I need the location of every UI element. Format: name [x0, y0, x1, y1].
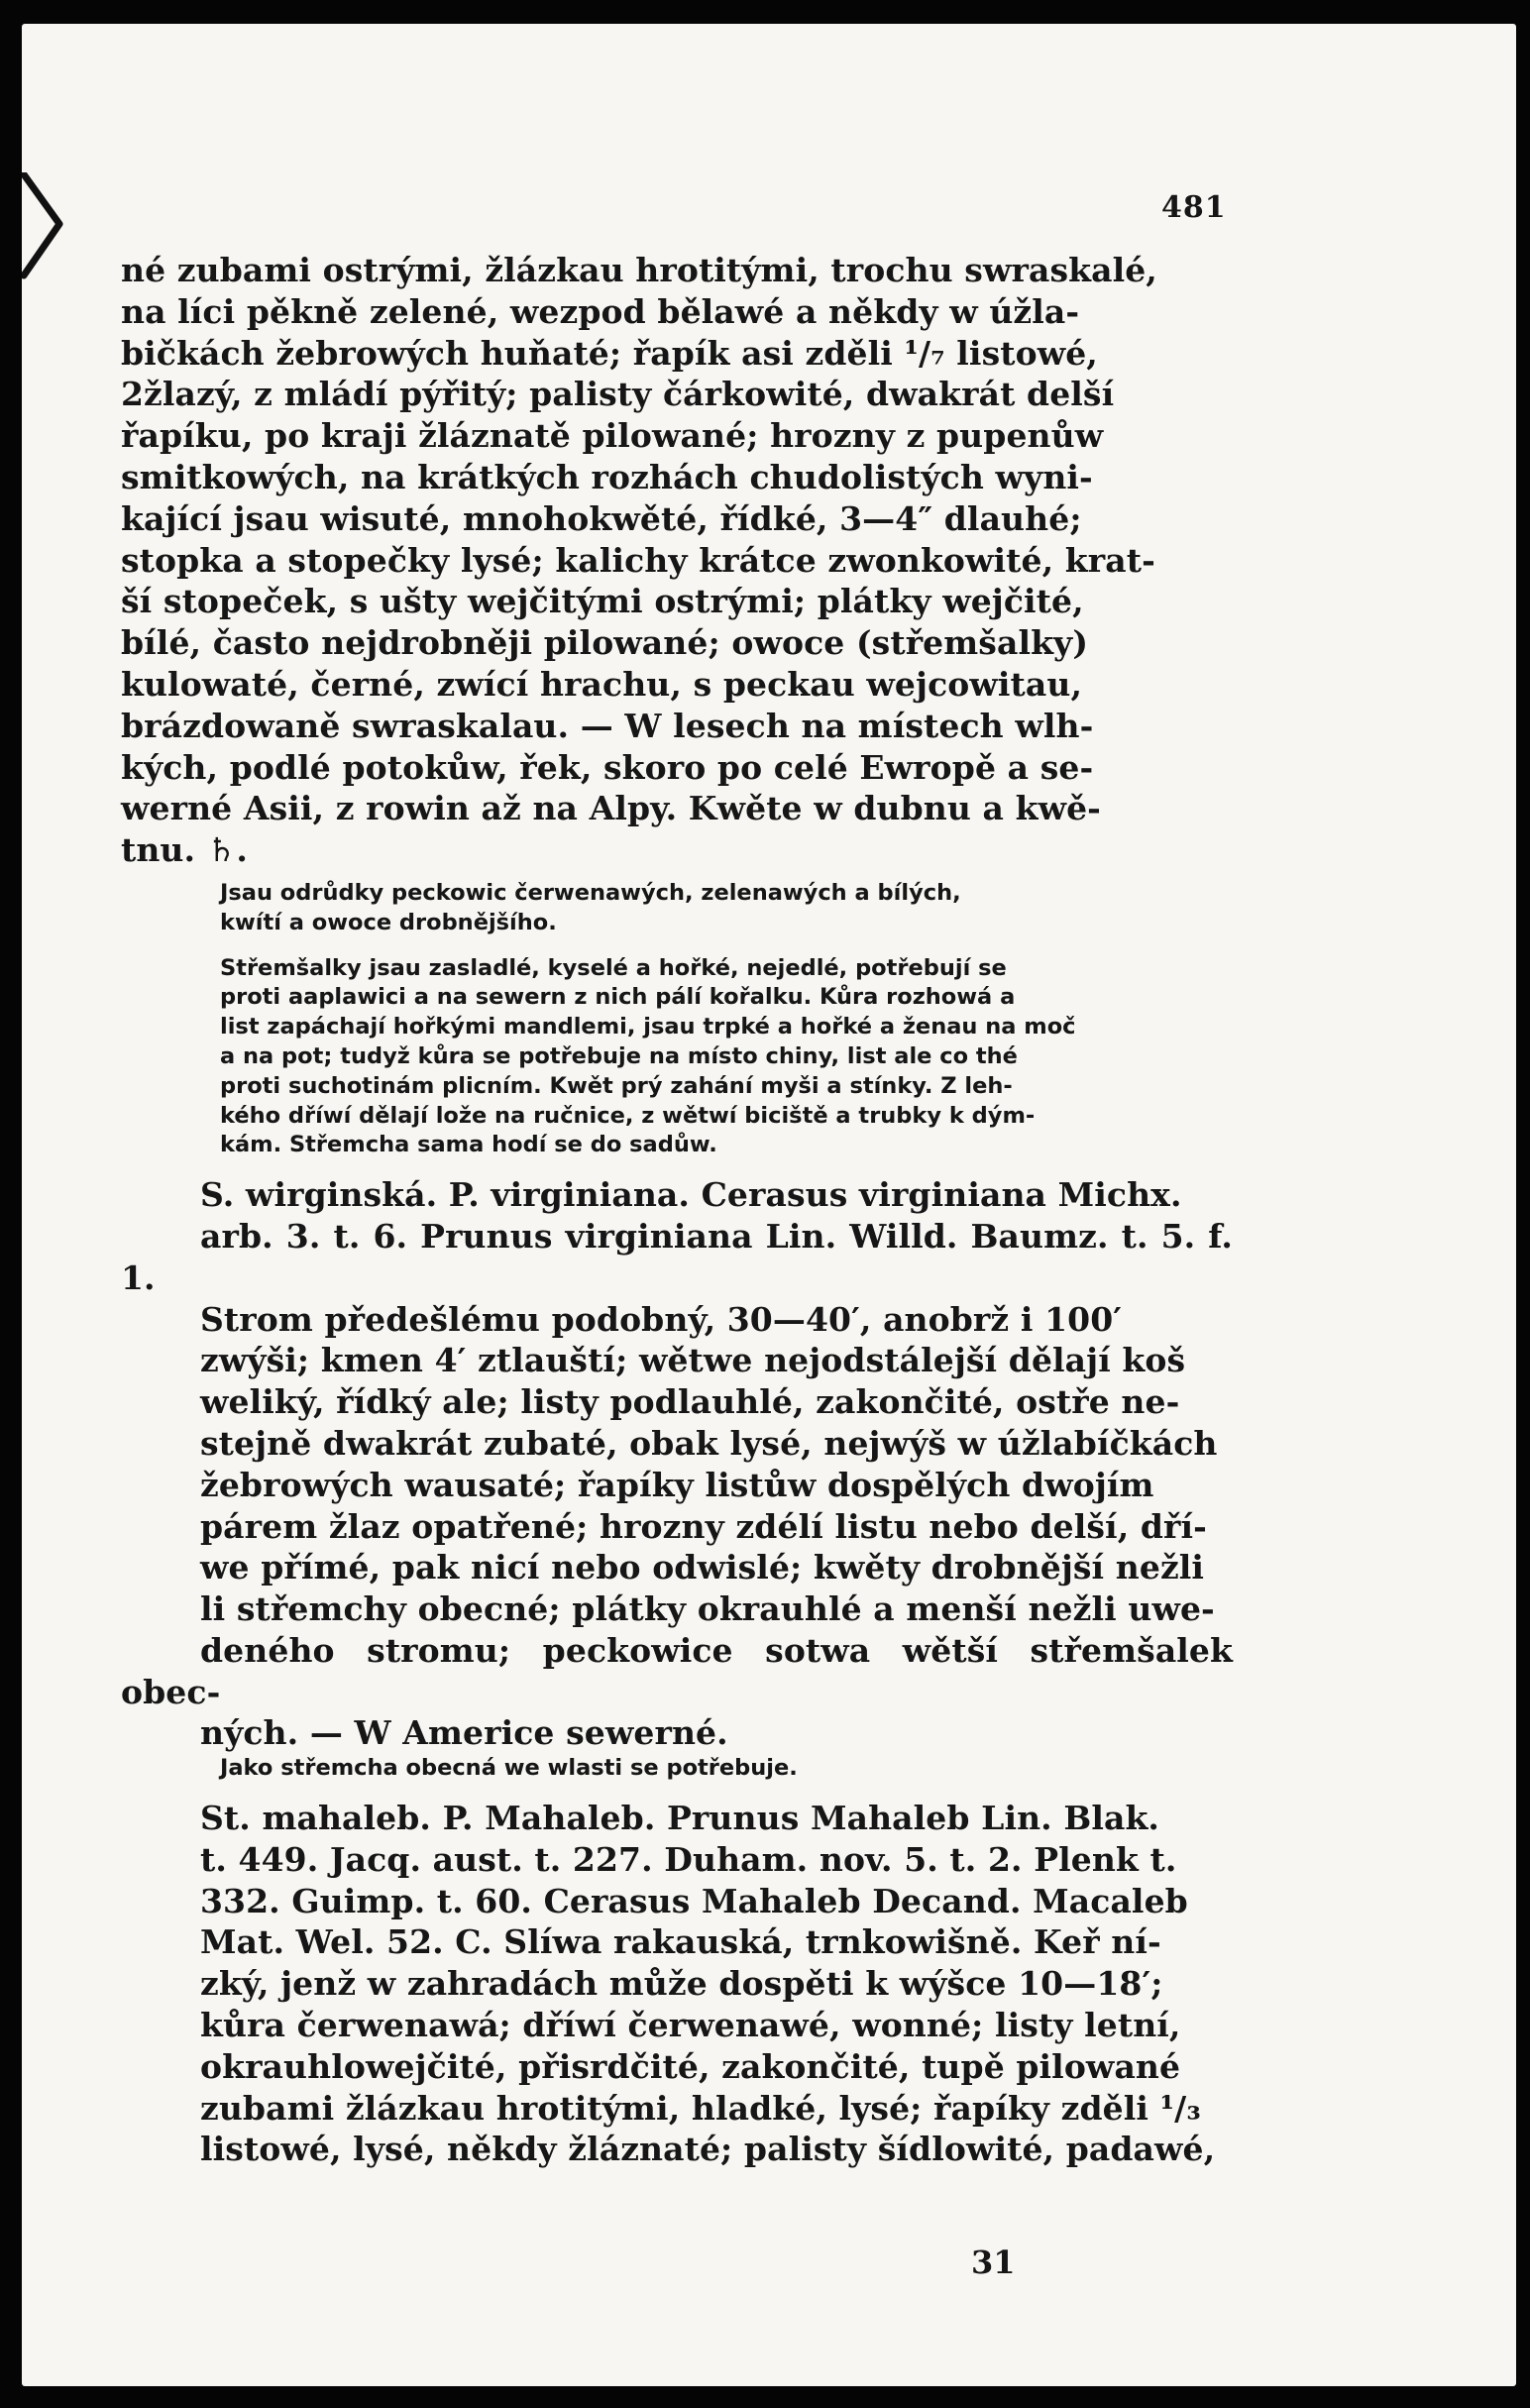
- note-uses: [121, 954, 1233, 1161]
- text-line: kulowaté, černé, zwící hrachu, s peckau wejcowitau,: [121, 664, 1083, 704]
- text-line: žebrowých wausaté; řapíky listůw dospělých dwojím: [200, 1465, 1154, 1504]
- note-varieties: [121, 879, 1233, 938]
- text-line: werné Asii, z rowin až na Alpy. Kwěte w dubnu a kwě-: [121, 789, 1101, 828]
- text-line: kého dříwí dělají lože na ručnice, z wětwí biciště a trubky k dým-: [220, 1102, 1036, 1129]
- printer-signature-mark: 31: [971, 2244, 1016, 2281]
- text-line: stopka a stopečky lysé; kalichy krátce zwonkowité, krat-: [121, 540, 1155, 580]
- text-line: Mat. Wel. 52. C. Slíwa rakauská, trnkowišně. Keř ní-: [200, 1922, 1161, 1962]
- binding-edge-mark: [22, 172, 73, 281]
- paragraph-prunus-virginiana: [121, 1174, 1233, 1754]
- text-line: proti aaplawici a na sewern z nich pálí kořalku. Kůra rozhowá a: [220, 984, 1016, 1011]
- text-line: kwítí a owoce drobnějšího.: [220, 909, 557, 935]
- text-line: zwýši; kmen 4′ ztlauští; wětwe nejodstálejší dělají koš: [200, 1341, 1186, 1380]
- text-line: 2žlazý, z mládí pýřitý; palisty čárkowité, dwakrát delší: [121, 375, 1115, 414]
- text-line: bičkách žebrowých huňaté; řapík asi zděli ¹/₇ listowé,: [121, 333, 1098, 373]
- text-line: né zubami ostrými, žlázkau hrotitými, trochu swraskalé,: [121, 251, 1157, 289]
- text-line: ných. — W Americe sewerné.: [200, 1713, 728, 1753]
- text-line: stejně dwakrát zubaté, obak lysé, nejwýš w úžlabíčkách: [200, 1423, 1218, 1463]
- text-line: weliký, řídký ale; listy podlauhlé, zakončité, ostře ne-: [200, 1382, 1180, 1422]
- text-line: Strom předešlému podobný, 30—40′, anobrž i 100′: [200, 1299, 1123, 1339]
- text-line: zubami žlázkau hrotitými, hladké, lysé; řapíky zděli ¹/₃: [200, 2088, 1201, 2128]
- text-line: kám. Střemcha sama hodí se do sadůw.: [220, 1132, 717, 1158]
- text-line: tnu. ♄.: [121, 830, 248, 870]
- text-line: list zapáchají hořkými mandlemi, jsau trpké a hořké a ženau na moč: [220, 1014, 1076, 1040]
- text-line: proti suchotinám plicním. Kwět prý zahání myši a stínky. Z leh-: [220, 1072, 1013, 1099]
- text-line: we přímé, pak nicí nebo odwislé; kwěty drobnější nežli: [200, 1548, 1205, 1587]
- text-line: t. 449. Jacq. aust. t. 227. Duham. nov. 5. t. 2. Plenk t.: [200, 1839, 1177, 1879]
- text-line: párem žlaz opatřené; hrozny zdélí listu nebo delší, dří-: [200, 1506, 1207, 1546]
- text-line: kůra čerwenawá; dříwí čerwenawé, wonné; listy letní,: [200, 2006, 1181, 2045]
- text-line: listowé, lysé, někdy žláznaté; palisty šídlowité, padawé,: [200, 2130, 1216, 2169]
- text-line: Jako střemcha obecná we wlasti se potřebuje.: [220, 1755, 798, 1782]
- paragraph-prunus-padus-description: [121, 250, 1233, 871]
- text-line: zký, jenž w zahradách může dospěti k wýšce 10—18′;: [200, 1964, 1163, 2004]
- text-line: ší stopeček, s ušty wejčitými ostrými; plátky wejčité,: [121, 582, 1084, 621]
- text-line: kající jsau wisuté, mnohokwěté, řídké, 3—4″ dlauhé;: [121, 498, 1082, 538]
- text-line: řapíku, po kraji žláznatě pilowané; hrozny z pupenůw: [121, 416, 1104, 456]
- book-page: [22, 24, 1516, 2386]
- text-line: kých, podlé potokůw, řek, skoro po celé Ewropě a se-: [121, 747, 1094, 787]
- text-line: brázdowaně swraskalau. — W lesech na místech wlh-: [121, 706, 1094, 745]
- text-line: Střemšalky jsau zasladlé, kyselé a hořké, nejedlé, potřebují se: [220, 954, 1007, 981]
- text-line: St. mahaleb. P. Mahaleb. Prunus Mahaleb Lin. Blak.: [200, 1799, 1160, 1838]
- note-virginiana-use: [121, 1754, 1233, 1784]
- text-line: Jsau odrůdky peckowic čerwenawých, zelenawých a bílých,: [220, 879, 961, 906]
- text-line: smitkowých, na krátkých rozhách chudolistých wyni-: [121, 457, 1093, 496]
- text-line: arb. 3. t. 6. Prunus virginiana Lin. Willd. Baumz. t. 5. f. 1.: [121, 1216, 1233, 1297]
- text-line: deného stromu; peckowice sotwa wětší střemšalek obec-: [121, 1630, 1233, 1711]
- text-line: S. wirginská. P. virginiana. Cerasus virginiana Michx.: [200, 1175, 1182, 1215]
- paragraph-prunus-mahaleb: [121, 1798, 1233, 2170]
- text-line: 332. Guimp. t. 60. Cerasus Mahaleb Decand. Macaleb: [200, 1881, 1188, 1920]
- text-line: na líci pěkně zelené, wezpod bělawé a někdy w úžla-: [121, 291, 1080, 331]
- page-text: [121, 250, 1233, 2170]
- text-line: bílé, často nejdrobněji pilowané; owoce (střemšalky): [121, 623, 1089, 663]
- text-line: okrauhlowejčité, přisrdčité, zakončité, tupě pilowané: [200, 2046, 1181, 2086]
- page-number: 481: [1161, 190, 1227, 225]
- text-line: a na pot; tudyž kůra se potřebuje na místo chiny, list ale co thé: [220, 1042, 1018, 1069]
- text-line: li střemchy obecné; plátky okrauhlé a menší nežli uwe-: [200, 1589, 1215, 1629]
